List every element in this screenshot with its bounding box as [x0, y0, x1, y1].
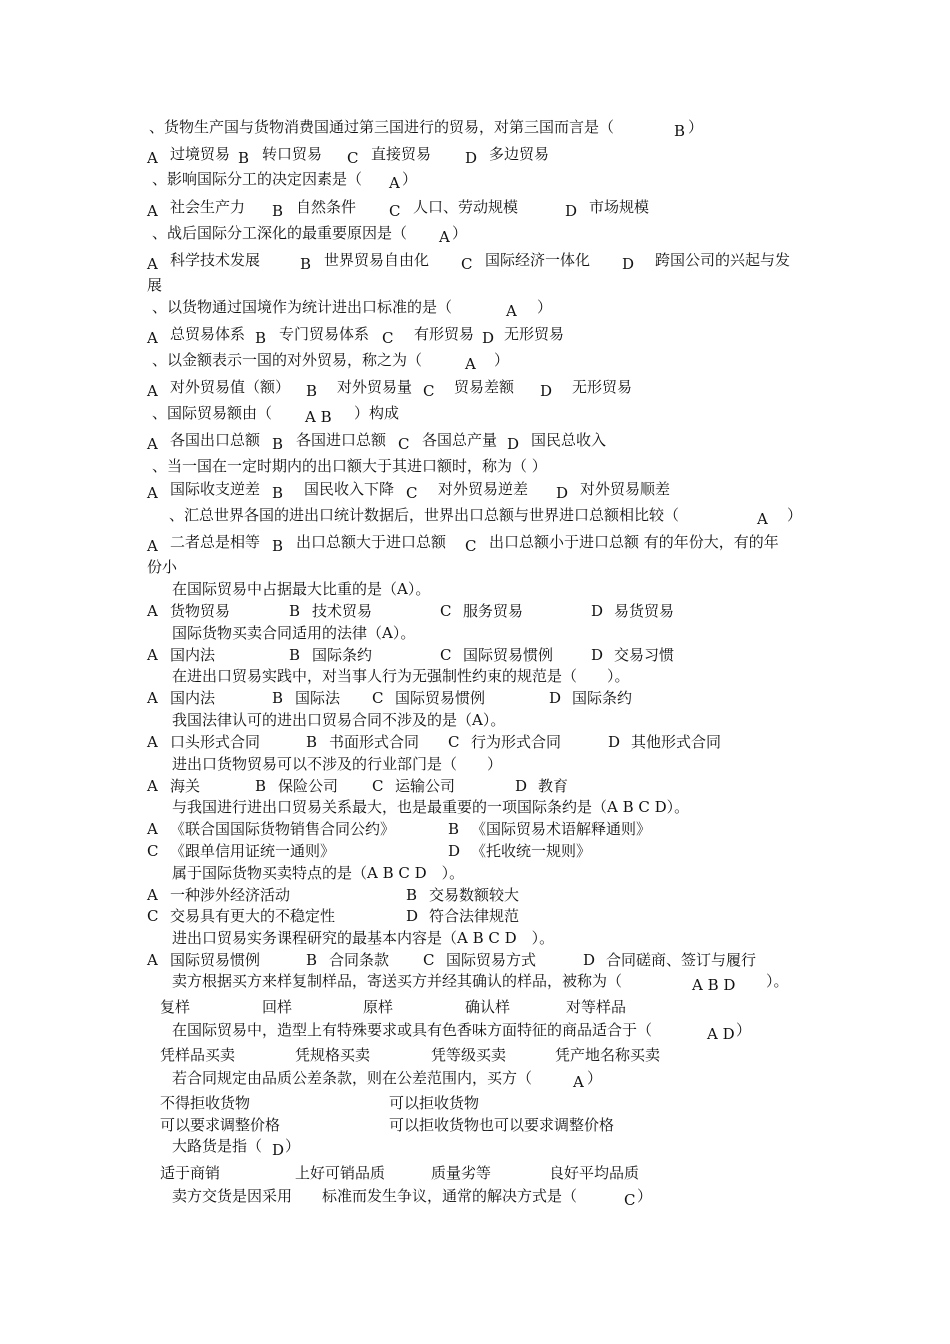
- line-segment: 国际贸易惯例: [395, 689, 486, 707]
- line-segment: C: [372, 777, 384, 795]
- line-segment: ）: [402, 170, 418, 188]
- line-segment: 科学技术发展: [170, 251, 261, 269]
- line-segment: 国内法: [170, 689, 216, 707]
- answer-text: A: [757, 510, 768, 528]
- line-segment: C: [423, 951, 435, 969]
- line-segment: D: [507, 435, 520, 453]
- line-segment: 出口总额小于进口总额 有的年份大，有的年: [489, 533, 779, 551]
- line-segment: 有形贸易: [414, 325, 475, 343]
- line-segment: B: [300, 255, 312, 273]
- line-segment: 可以要求调整价格: [160, 1116, 281, 1134]
- line-segment: 、以金额表示一国的对外贸易，称之为（: [152, 351, 423, 369]
- line-segment: 专门贸易体系: [279, 325, 370, 343]
- line-segment: 回样: [262, 998, 293, 1016]
- line-segment: 凭等级买卖: [431, 1046, 507, 1064]
- line-segment: A: [147, 733, 158, 751]
- line-segment: 贸易差额: [454, 378, 515, 396]
- answer-text: A: [439, 228, 450, 246]
- line-segment: ）: [587, 1069, 603, 1087]
- line-segment: 若合同规定由品质公差条款，则在公差范围内，买方（: [172, 1069, 533, 1087]
- line-segment: D: [565, 202, 578, 220]
- line-segment: 服务贸易: [463, 602, 524, 620]
- line-segment: 书面形式合同: [329, 733, 420, 751]
- line-segment: 、汇总世界各国的进出口统计数据后，世界出口总额与世界进口总额相比较（: [169, 506, 680, 524]
- line-segment: 海关: [170, 777, 201, 795]
- line-segment: C: [398, 435, 410, 453]
- line-segment: 货物贸易: [170, 602, 231, 620]
- line-segment: A: [147, 537, 158, 555]
- line-segment: 口头形式合同: [170, 733, 261, 751]
- line-segment: 国际条约: [312, 646, 373, 664]
- line-segment: 国际货物买卖合同适用的法律（A）。: [172, 624, 416, 642]
- line-segment: 交易数额较大: [429, 886, 520, 904]
- line-segment: C: [461, 255, 473, 273]
- line-segment: 不得拒收货物: [160, 1094, 251, 1112]
- line-segment: A: [147, 646, 158, 664]
- line-segment: A: [147, 255, 158, 273]
- line-segment: B: [448, 820, 460, 838]
- line-segment: D: [549, 689, 562, 707]
- line-segment: 世界贸易自由化: [324, 251, 430, 269]
- line-segment: D: [583, 951, 596, 969]
- line-segment: 跨国公司的兴起与发: [655, 251, 791, 269]
- line-segment: 《联合国国际货物销售合同公约》: [170, 820, 396, 838]
- line-segment: ）: [688, 118, 704, 136]
- line-segment: 其他形式合同: [631, 733, 722, 751]
- line-segment: C: [423, 382, 435, 400]
- line-segment: 属于国际货物买卖特点的是（A B C D ）。: [172, 864, 465, 882]
- line-segment: 易货贸易: [614, 602, 675, 620]
- line-segment: A: [147, 951, 158, 969]
- line-segment: 保险公司: [278, 777, 339, 795]
- line-segment: B: [272, 202, 284, 220]
- line-segment: A: [147, 820, 158, 838]
- line-segment: 良好平均品质: [549, 1164, 640, 1182]
- line-segment: 国际法: [295, 689, 341, 707]
- line-segment: B: [306, 951, 318, 969]
- line-segment: D: [515, 777, 528, 795]
- line-segment: 、当一国在一定时期内的出口额大于其进口额时，称为（ ）: [152, 457, 547, 475]
- line-segment: 合同磋商、签订与履行: [606, 951, 757, 969]
- line-segment: 可以拒收货物: [389, 1094, 480, 1112]
- line-segment: 社会生产力: [170, 198, 246, 216]
- line-segment: C: [147, 842, 159, 860]
- line-segment: 、货物生产国与货物消费国通过第三国进行的贸易，对第三国而言是（: [149, 118, 615, 136]
- line-segment: 国民收入下降: [304, 480, 395, 498]
- line-segment: D: [540, 382, 553, 400]
- line-segment: C: [372, 689, 384, 707]
- line-segment: 直接贸易: [371, 145, 432, 163]
- line-segment: 无形贸易: [572, 378, 633, 396]
- line-segment: B: [272, 484, 284, 502]
- line-segment: 、影响国际分工的决定因素是（: [152, 170, 363, 188]
- line-segment: B: [289, 646, 301, 664]
- line-segment: 转口贸易: [262, 145, 323, 163]
- line-segment: 国内法: [170, 646, 216, 664]
- line-segment: 复样: [160, 998, 191, 1016]
- line-segment: ）构成: [354, 404, 400, 422]
- line-segment: 上好可销品质: [295, 1164, 386, 1182]
- line-segment: 二者总是相等: [170, 533, 261, 551]
- line-segment: B: [306, 733, 318, 751]
- line-segment: A: [147, 777, 158, 795]
- line-segment: 对外贸易值（额）: [170, 378, 291, 396]
- line-segment: A: [147, 202, 158, 220]
- line-segment: A: [147, 689, 158, 707]
- line-segment: 可以拒收货物也可以要求调整价格: [389, 1116, 615, 1134]
- line-segment: D: [591, 602, 604, 620]
- line-segment: 《跟单信用证统一通则》: [170, 842, 336, 860]
- line-segment: C: [448, 733, 460, 751]
- line-segment: 卖方交货是因采用 标准而发生争议，通常的解决方式是（: [172, 1187, 578, 1205]
- line-segment: 在国际贸易中，造型上有特殊要求或具有色香味方面特征的商品适合于（: [172, 1021, 653, 1039]
- line-segment: 在国际贸易中占据最大比重的是（A）。: [172, 580, 431, 598]
- line-segment: A: [147, 435, 158, 453]
- line-segment: B: [406, 886, 418, 904]
- line-segment: 国际贸易方式: [446, 951, 537, 969]
- answer-text: D: [272, 1141, 285, 1159]
- line-segment: ）: [736, 1021, 752, 1039]
- line-segment: C: [347, 149, 359, 167]
- line-segment: C: [389, 202, 401, 220]
- line-segment: B: [255, 777, 267, 795]
- line-segment: A: [147, 382, 158, 400]
- line-segment: ）: [537, 298, 553, 316]
- line-segment: 自然条件: [296, 198, 357, 216]
- line-segment: A: [147, 329, 158, 347]
- line-segment: D: [482, 329, 495, 347]
- line-segment: 《托收统一规则》: [471, 842, 592, 860]
- line-segment: C: [406, 484, 418, 502]
- line-segment: 交易具有更大的不稳定性: [170, 907, 336, 925]
- line-segment: B: [272, 435, 284, 453]
- line-segment: 《国际贸易术语解释通则》: [471, 820, 652, 838]
- line-segment: 份小: [147, 558, 178, 576]
- line-segment: D: [406, 907, 419, 925]
- line-segment: A: [147, 602, 158, 620]
- line-segment: 总贸易体系: [170, 325, 246, 343]
- line-segment: 原样: [363, 998, 394, 1016]
- line-segment: 各国进口总额: [296, 431, 387, 449]
- answer-text: A B: [305, 408, 332, 426]
- line-segment: C: [465, 537, 477, 555]
- line-segment: 国际贸易惯例: [463, 646, 554, 664]
- answer-text: A: [389, 174, 400, 192]
- answer-text: A: [506, 302, 517, 320]
- line-segment: 、战后国际分工深化的最重要原因是（: [152, 224, 408, 242]
- line-segment: 市场规模: [589, 198, 650, 216]
- line-segment: ）: [494, 351, 510, 369]
- line-segment: 符合法律规范: [429, 907, 520, 925]
- line-segment: 国际贸易惯例: [170, 951, 261, 969]
- line-segment: C: [382, 329, 394, 347]
- line-segment: 过境贸易: [170, 145, 231, 163]
- line-segment: A: [147, 886, 158, 904]
- line-segment: 进出口货物贸易可以不涉及的行业部门是（ ）: [172, 755, 503, 773]
- line-segment: ）: [452, 224, 468, 242]
- line-segment: D: [622, 255, 635, 273]
- line-segment: C: [147, 907, 159, 925]
- line-segment: 确认样: [465, 998, 511, 1016]
- answer-text: B: [674, 122, 686, 140]
- line-segment: B: [289, 602, 301, 620]
- line-segment: 交易习惯: [614, 646, 675, 664]
- line-segment: 凭规格买卖: [295, 1046, 371, 1064]
- line-segment: 一种涉外经济活动: [170, 886, 291, 904]
- line-segment: 各国总产量: [422, 431, 498, 449]
- line-segment: 多边贸易: [489, 145, 550, 163]
- line-segment: 展: [147, 276, 163, 294]
- line-segment: 进出口贸易实务课程研究的最基本内容是（A B C D ）。: [172, 929, 555, 947]
- line-segment: 对外贸易顺差: [580, 480, 671, 498]
- line-segment: D: [465, 149, 478, 167]
- line-segment: 质量劣等: [431, 1164, 492, 1182]
- line-segment: B: [238, 149, 250, 167]
- line-segment: ）: [285, 1137, 301, 1155]
- line-segment: 在进出口贸易实践中，对当事人行为无强制性约束的规范是（ ）。: [172, 667, 630, 685]
- line-segment: C: [440, 646, 452, 664]
- line-segment: 国际收支逆差: [170, 480, 261, 498]
- line-segment: 适于商销: [160, 1164, 221, 1182]
- line-segment: 与我国进行进出口贸易关系最大，也是最重要的一项国际条约是（A B C D）。: [172, 798, 690, 816]
- line-segment: 卖方根据买方来样复制样品，寄送买方并经其确认的样品，被称为（: [172, 972, 623, 990]
- line-segment: 、以货物通过国境作为统计进出口标准的是（: [152, 298, 453, 316]
- line-segment: ）: [637, 1187, 653, 1205]
- line-segment: 国际经济一体化: [485, 251, 591, 269]
- line-segment: C: [440, 602, 452, 620]
- line-segment: A: [147, 149, 158, 167]
- line-segment: 对等样品: [566, 998, 627, 1016]
- line-segment: D: [556, 484, 569, 502]
- line-segment: D: [448, 842, 461, 860]
- line-segment: B: [255, 329, 267, 347]
- line-segment: 合同条款: [329, 951, 390, 969]
- line-segment: 国际条约: [572, 689, 633, 707]
- answer-text: A: [465, 355, 476, 373]
- line-segment: B: [272, 537, 284, 555]
- line-segment: 凭样品买卖: [160, 1046, 236, 1064]
- line-segment: 大路货是指（: [172, 1137, 263, 1155]
- answer-text: A: [573, 1073, 584, 1091]
- line-segment: D: [591, 646, 604, 664]
- line-segment: 运输公司: [395, 777, 456, 795]
- line-segment: 技术贸易: [312, 602, 373, 620]
- line-segment: 行为形式合同: [471, 733, 562, 751]
- line-segment: 无形贸易: [504, 325, 565, 343]
- line-segment: ）: [787, 506, 803, 524]
- answer-text: A B D: [692, 976, 736, 994]
- line-segment: 人口、劳动规模: [413, 198, 519, 216]
- line-segment: 对外贸易逆差: [438, 480, 529, 498]
- line-segment: D: [608, 733, 621, 751]
- line-segment: 国民总收入: [531, 431, 607, 449]
- line-segment: 我国法律认可的进出口贸易合同不涉及的是（A）。: [172, 711, 506, 729]
- line-segment: B: [306, 382, 318, 400]
- answer-text: C: [624, 1191, 636, 1209]
- line-segment: 对外贸易量: [337, 378, 413, 396]
- line-segment: 凭产地名称买卖: [555, 1046, 661, 1064]
- line-segment: ）。: [766, 972, 789, 990]
- line-segment: A: [147, 484, 158, 502]
- line-segment: B: [272, 689, 284, 707]
- line-segment: 各国出口总额: [170, 431, 261, 449]
- answer-text: A D: [707, 1025, 735, 1043]
- line-segment: 出口总额大于进口总额: [296, 533, 447, 551]
- line-segment: 教育: [538, 777, 569, 795]
- line-segment: 、国际贸易额由（: [152, 404, 273, 422]
